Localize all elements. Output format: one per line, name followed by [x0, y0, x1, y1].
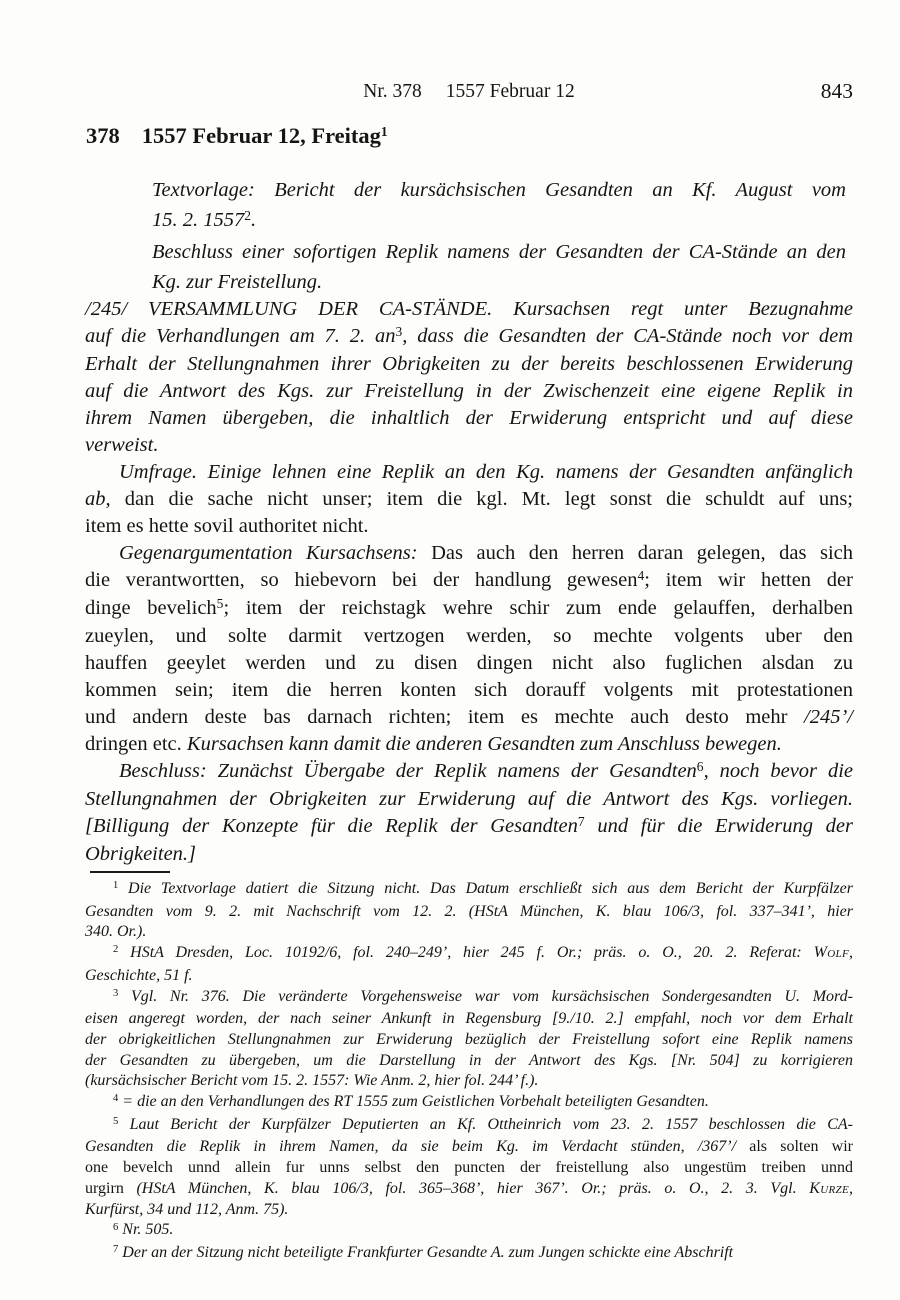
footnote-reference: 3	[113, 987, 119, 999]
text-segment: die verantwortten, so hiebevorn bei der handlung gewesen	[85, 569, 638, 591]
text-line	[85, 987, 853, 1010]
text-segment: ; item wir hetten der	[644, 569, 853, 591]
text-segment: als solten wir	[749, 1138, 853, 1156]
text-segment: Kursachsen kann damit die anderen Gesandten zum Anschluss bewegen.	[186, 733, 782, 755]
text-line	[85, 813, 853, 841]
text-segment: Erhalt der Stellungnahmen ihrer Obrigkeiten zu der bereits beschlossenen Erwiderung	[85, 353, 853, 375]
text-segment: /245/ VERSAMMLUNG DER CA-STÄNDE. Kursachsen regt unter Bezugnahme	[85, 298, 853, 320]
text-line	[85, 731, 853, 758]
paragraph	[85, 987, 853, 1093]
text-segment: 15. 2. 1557	[152, 209, 245, 231]
text-segment: Laut Bericht der Kurpfälzer Deputierten an Kf. Ottheinrich vom 23. 2. 1557 beschlossen die CA-	[118, 1115, 853, 1133]
footnote-reference: 7	[113, 1244, 119, 1256]
text-segment: dan die sache nicht unser; item die kgl. Mt. legt sonst die schuldt auf uns;	[110, 488, 853, 510]
footnote-separator	[90, 871, 170, 873]
footnote-reference: 6	[696, 758, 704, 774]
text-segment: Gegenargumentation Kursachsens:	[119, 542, 418, 564]
paragraph	[152, 237, 846, 297]
text-line	[85, 1200, 853, 1221]
text-segment: verweist.	[85, 434, 159, 456]
text-segment: Umfrage. Einige lehnen eine Replik an den Kg. namens der Gesandten anfänglich	[119, 461, 853, 483]
paragraph	[85, 1220, 853, 1243]
text-line	[85, 296, 853, 323]
text-segment: (kursächsischer Bericht vom 15. 2. 1557: Wie Anm. 2, hier fol. 244’ f.).	[85, 1072, 539, 1090]
entry-summary	[85, 296, 853, 868]
text-segment: Stellungnahmen der Obrigkeiten zur Erwiderung auf die Antwort des Kgs. vorliegen.	[85, 788, 853, 810]
paragraph	[85, 459, 853, 540]
text-segment: ; item der reichstagk wehre schir zum ende gelauffen, derhalben	[223, 597, 853, 619]
paragraph	[85, 1092, 853, 1115]
text-segment: Obrigkeiten.]	[85, 843, 197, 865]
running-header-title	[85, 81, 853, 103]
footnote-reference: 7	[577, 813, 585, 829]
text-line	[85, 432, 853, 459]
text-line	[85, 879, 853, 902]
text-segment: hauffen geeylet werden und zu disen dingen nicht also fuglichen alsdan zu	[85, 652, 853, 674]
footnote-reference: 4	[113, 1093, 119, 1105]
text-segment: Gesandten vom 9. 2. mit Nachschrift vom 12. 2. (HStA München, K. blau 106/3, fol. 337–341’, hier	[85, 902, 853, 920]
text-segment: auf die Verhandlungen am 7. 2. an	[85, 325, 396, 347]
text-segment: Das auch den herren daran gelegen, das sich	[417, 542, 853, 564]
text-line	[85, 486, 853, 513]
text-line	[85, 758, 853, 786]
paragraph	[85, 296, 853, 459]
text-line	[85, 1179, 853, 1200]
text-line	[85, 1115, 853, 1138]
text-line	[85, 1030, 853, 1051]
text-segment: ,	[849, 1179, 853, 1197]
text-line	[85, 650, 853, 677]
text-line	[85, 351, 853, 378]
source-note	[152, 175, 846, 297]
running-header-date: 1557 Februar 12	[445, 81, 575, 102]
text-segment: Nr. 505.	[118, 1221, 174, 1239]
text-segment: ,	[849, 944, 853, 962]
text-segment: = die an den Verhandlungen des RT 1555 zum Geistlichen Vorbehalt beteiligten Gesandten.	[118, 1093, 709, 1111]
footnote-reference: 3	[395, 323, 403, 339]
footnote-reference: 6	[113, 1221, 119, 1233]
text-line	[85, 1051, 853, 1072]
text-line	[85, 943, 853, 966]
text-segment: dringen etc.	[85, 733, 187, 755]
text-segment: Kurze	[809, 1179, 849, 1197]
text-line	[85, 1158, 853, 1179]
text-segment: (HStA München, K. blau 106/3, fol. 365–368’, hier 367’. Or.; präs. o. O., 2. 3. Vgl.	[136, 1179, 810, 1197]
text-segment: HStA Dresden, Loc. 10192/6, fol. 240–249’, hier 245 f. Or.; präs. o. O., 20. 2. Referat:	[118, 944, 814, 962]
text-segment: Der an der Sitzung nicht beteiligte Frankfurter Gesandte A. zum Jungen schickte eine Abschrift	[118, 1243, 734, 1261]
text-segment: [Billigung der Konzepte für die Replik der Gesandten	[85, 815, 578, 837]
text-line	[85, 540, 853, 567]
entry-heading	[86, 123, 388, 149]
text-line	[152, 175, 846, 205]
text-segment: one bevelch unnd allein fur unns selbst den puncten der freistellung also ungestüm treiben unnd	[85, 1159, 853, 1177]
text-line	[85, 1009, 853, 1030]
text-line	[85, 966, 853, 987]
footnote-reference: 2	[113, 944, 119, 956]
text-segment: /245’/	[804, 706, 853, 728]
text-line	[85, 623, 853, 650]
text-segment: Kurfürst, 34 und 112, Anm. 75).	[85, 1200, 289, 1218]
text-line	[152, 237, 846, 267]
text-line	[152, 267, 846, 297]
running-header-number: Nr. 378	[363, 81, 422, 102]
text-segment: Kg. zur Freistellung.	[152, 271, 323, 293]
text-line	[85, 677, 853, 704]
text-segment: zueylen, und solte darmit vertzogen werden, so mechte volgents uber den	[85, 625, 853, 647]
entry-number: 378	[86, 123, 120, 148]
text-segment: kommen sein; item die herren konten sich dorauff volgents mit protestationen	[85, 679, 853, 701]
text-line	[152, 205, 846, 237]
text-segment: der obrigkeitlichen Stellungnahmen zur Erwiderung bezüglich der Freistellung sofort eine Replik namens	[85, 1030, 853, 1048]
text-segment: dinge bevelich	[85, 597, 217, 619]
text-segment: und andern deste bas darnach richten; item es mechte auch desto mehr	[85, 706, 805, 728]
paragraph	[85, 879, 853, 943]
text-segment: Textvorlage: Bericht der kursächsischen Gesandten an Kf. August vom	[152, 179, 846, 201]
text-segment: Die Textvorlage datiert die Sitzung nicht. Das Datum erschließt sich aus dem Bericht der Kurpfälzer	[118, 880, 853, 897]
text-segment: und für die Erwiderung der	[584, 815, 853, 837]
text-line	[85, 567, 853, 595]
text-line	[85, 595, 853, 623]
text-line	[85, 922, 853, 943]
text-segment: , noch bevor die	[703, 760, 853, 782]
text-segment: ab,	[85, 488, 111, 510]
text-segment: Beschluss einer sofortigen Replik namens der Gesandten der CA-Stände an den	[152, 241, 846, 263]
text-segment: 340. Or.).	[85, 923, 147, 941]
paragraph	[85, 1115, 853, 1221]
paragraph	[85, 758, 853, 868]
text-segment: auf die Antwort des Kgs. zur Freistellung in der Zwischenzeit eine eigene Replik in	[85, 380, 853, 402]
text-segment: Wolf	[813, 944, 849, 962]
text-line	[85, 1071, 853, 1092]
entry-footnote-ref: 1	[380, 123, 388, 139]
text-segment: urgirn	[85, 1179, 137, 1197]
text-line	[85, 1137, 853, 1158]
text-segment: Vgl. Nr. 376. Die veränderte Vorgehensweise war vom kursächsischen Sondergesandten U. Mord-	[118, 987, 853, 1005]
footnote-reference: 5	[113, 1115, 119, 1127]
text-segment: Gesandten die Replik in ihrem Namen, da sie beim Kg. im Verdacht stünden, /367’/	[85, 1138, 750, 1156]
paragraph	[85, 540, 853, 758]
text-segment: ihrem Namen übergeben, die inhaltlich der Erwiderung entspricht und auf diese	[85, 407, 853, 429]
footnote-reference: 1	[113, 880, 119, 892]
footnote-reference: 4	[637, 567, 645, 583]
text-line	[85, 841, 853, 868]
text-segment: .	[251, 209, 257, 231]
paragraph	[152, 175, 846, 237]
running-header	[85, 81, 853, 107]
paragraph	[85, 1243, 853, 1266]
text-line	[85, 405, 853, 432]
text-segment: item es hette sovil authoritet nicht.	[85, 515, 369, 537]
text-line	[85, 1092, 853, 1115]
text-line	[85, 704, 853, 731]
text-segment: Geschichte, 51 f.	[85, 966, 193, 984]
text-line	[85, 378, 853, 405]
text-line	[85, 323, 853, 351]
text-segment: , dass die Gesandten der CA-Stände noch vor dem	[402, 325, 854, 347]
text-line	[85, 902, 853, 923]
text-segment: der Gesandten zu übergeben, um die Darstellung in der Antwort des Kgs. [Nr. 504] zu korrigieren	[85, 1051, 853, 1069]
footnotes	[85, 879, 853, 1266]
text-line	[85, 513, 853, 540]
text-line	[85, 1220, 853, 1243]
text-line	[85, 1243, 853, 1266]
text-segment: Beschluss: Zunächst Übergabe der Replik namens der Gesandten	[119, 760, 697, 782]
text-segment: eisen angeregt worden, der nach seiner Ankunft in Regensburg [9./10. 2.] empfahl, noch vor dem Erhalt	[85, 1010, 853, 1028]
entry-title: 1557 Februar 12, Freitag	[141, 123, 381, 148]
footnote-reference: 2	[244, 207, 252, 223]
text-line	[85, 786, 853, 813]
footnote-reference: 5	[216, 595, 224, 611]
page-number: 843	[820, 79, 853, 103]
text-line	[85, 459, 853, 486]
paragraph	[85, 943, 853, 986]
